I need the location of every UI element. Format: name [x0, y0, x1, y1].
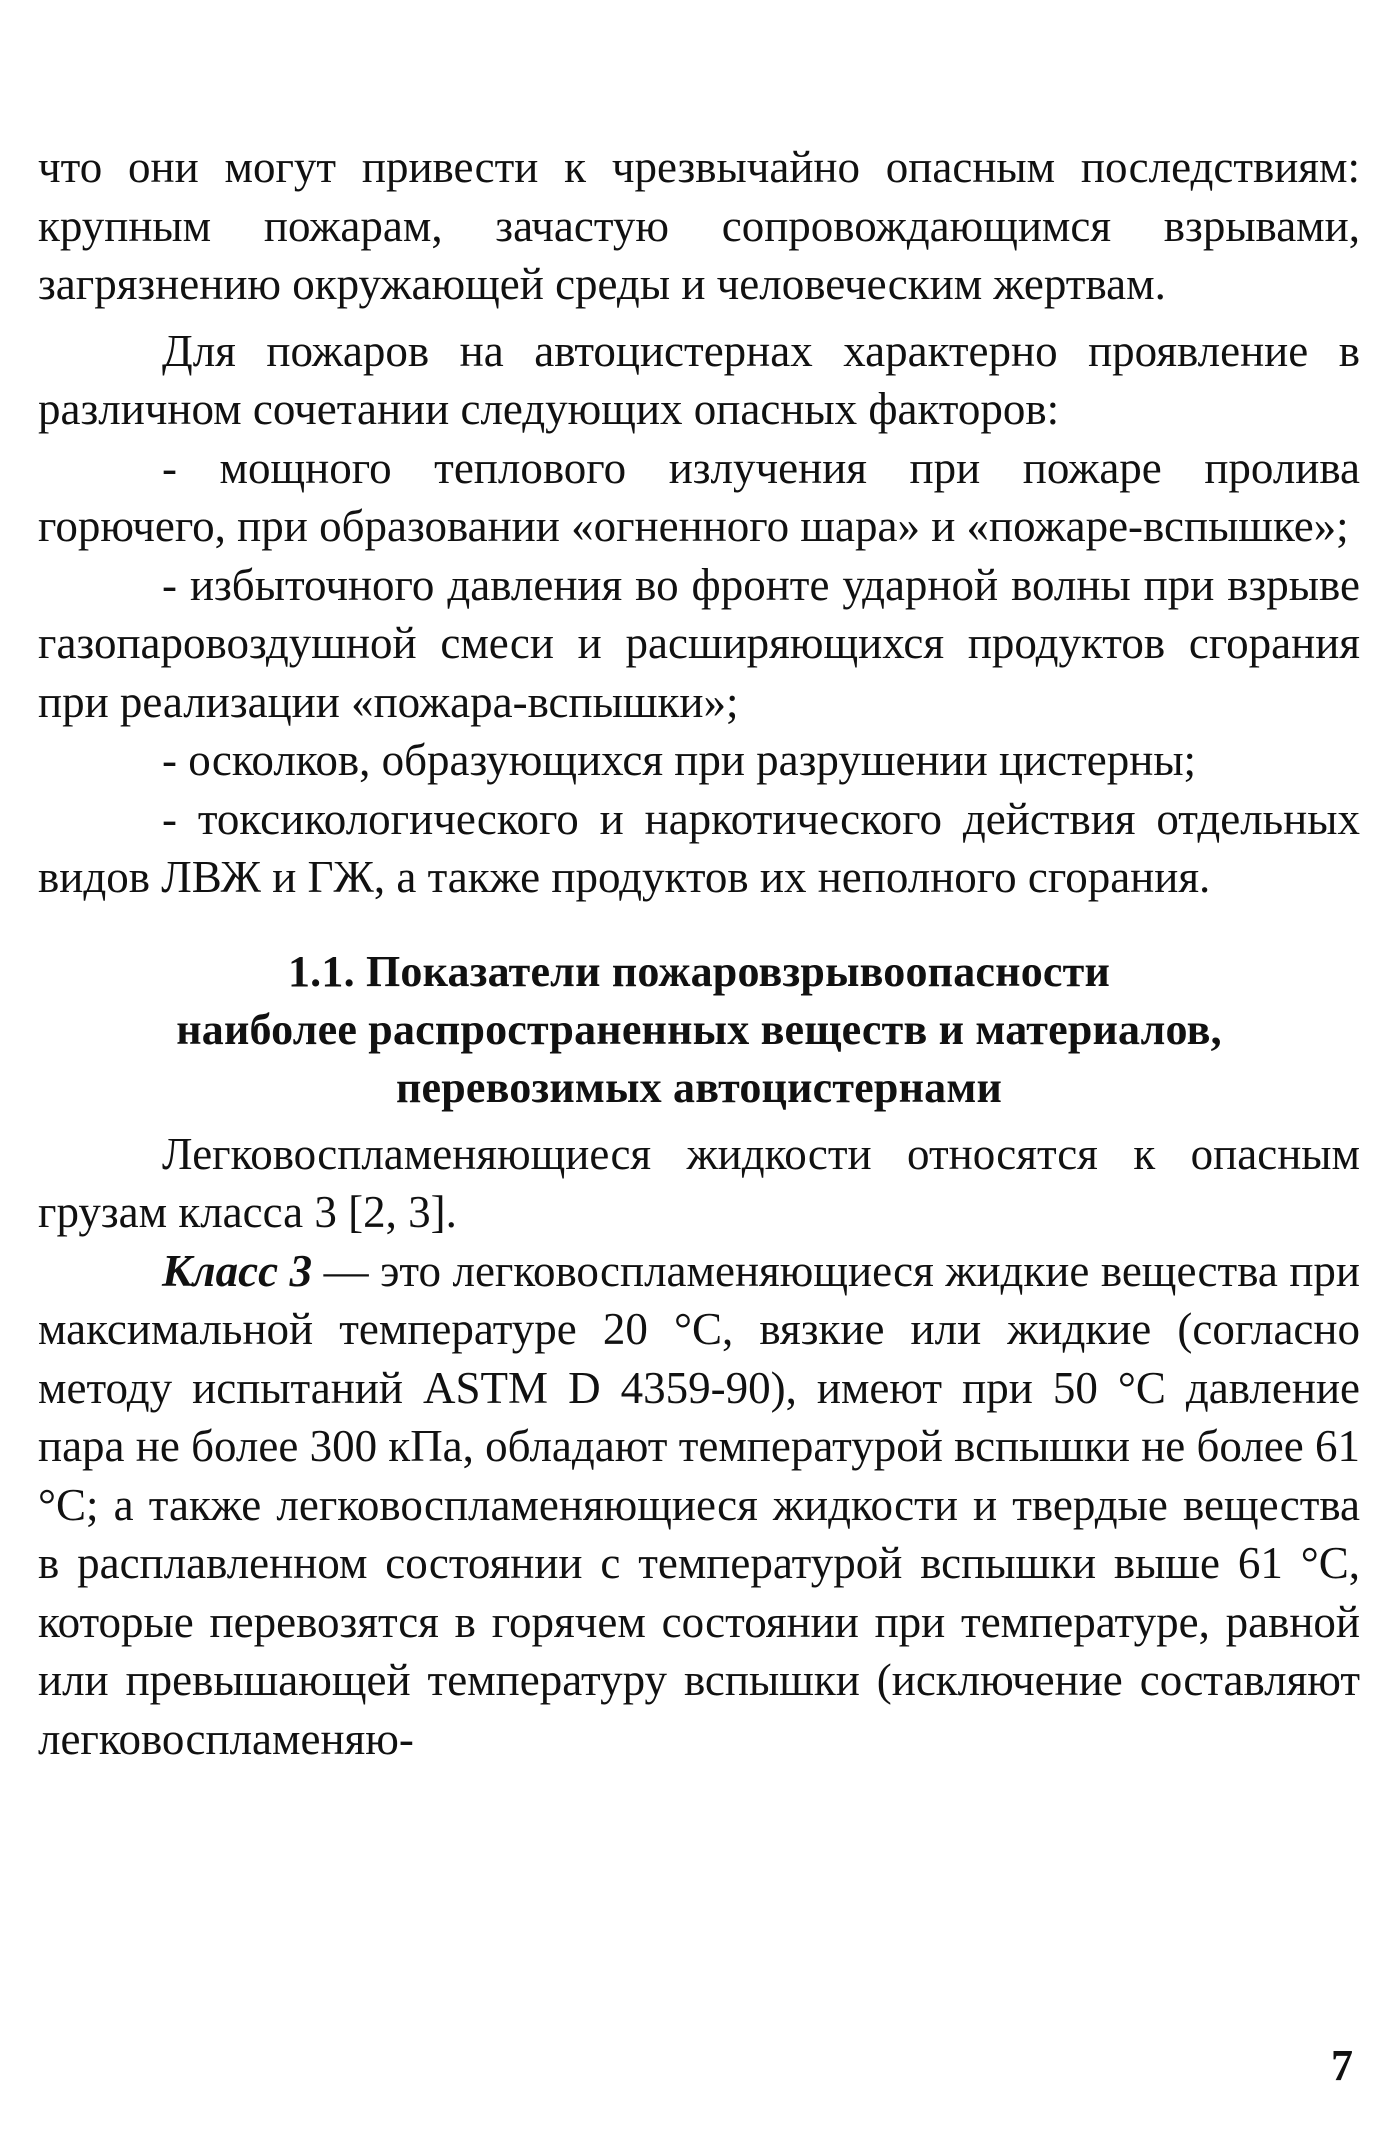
paragraph-fire-factors-intro: Для пожаров на автоцистернах характерно проявление в различном сочетании следующих опасных факторов: — [38, 325, 1360, 434]
paragraph-class-3-definition — [38, 1242, 1360, 1769]
paragraph-consequences: что они могут привести к чрезвычайно опасным последствиям: крупным пожарам, зачастую сопровождающимся взрывами, загрязнению окружающей среды и человеческим жертвам. — [38, 142, 1360, 309]
list-item-overpressure: - избыточного давления во фронте ударной волны при взрыве газопаровоздушной смеси и расширяющихся продуктов сгорания при реализации «пожара-вспышки»; — [38, 559, 1360, 727]
list-item-thermal-radiation: - мощного теплового излучения при пожаре пролива горючего, при образовании «огненного шара» и «пожаре-вспышке»; — [38, 442, 1360, 551]
class-3-label: Класс 3 — [162, 1245, 313, 1296]
list-item-toxic-effects: - токсикологического и наркотического действия отдельных видов ЛВЖ и ГЖ, а также продуктов их неполного сгорания. — [38, 793, 1360, 902]
document-page — [38, 138, 1360, 1768]
section-heading-line-3: перевозимых автоцистернами — [395, 1062, 1003, 1112]
paragraph-flammable-liquids: Легковоспламеняющиеся жидкости относятся к опасным грузам класса 3 [2, 3]. — [38, 1128, 1360, 1237]
section-heading-line-1: 1.1. Показатели пожаровзрывоопасности — [287, 946, 1111, 996]
section-heading-line-2: наиболее распространенных веществ и материалов, — [176, 1004, 1222, 1054]
page-number: 7 — [1331, 2041, 1353, 2090]
list-item-fragments: - осколков, образующихся при разрушении цистерны; — [162, 735, 1197, 785]
class-3-text: — это легковоспламеняющиеся жидкие вещества при максимальной температуре 20 °С, вязкие или жидкие (согласно методу испытаний ASTM D 4359-90), имеют при 50 °С давление пара не более 300 кПа, обладают температурой вспышки не более 61 °С; а также легковоспламеняющиеся жидкости и твердые вещества в расплавленном состоянии с температурой вспышки выше 61 °С, которые перевозятся в горячем состоянии при температуре, равной или превышающей температуру вспышки (исключение составляют легковоспламеняю- — [38, 1245, 1360, 1764]
section-heading — [38, 943, 1360, 1117]
